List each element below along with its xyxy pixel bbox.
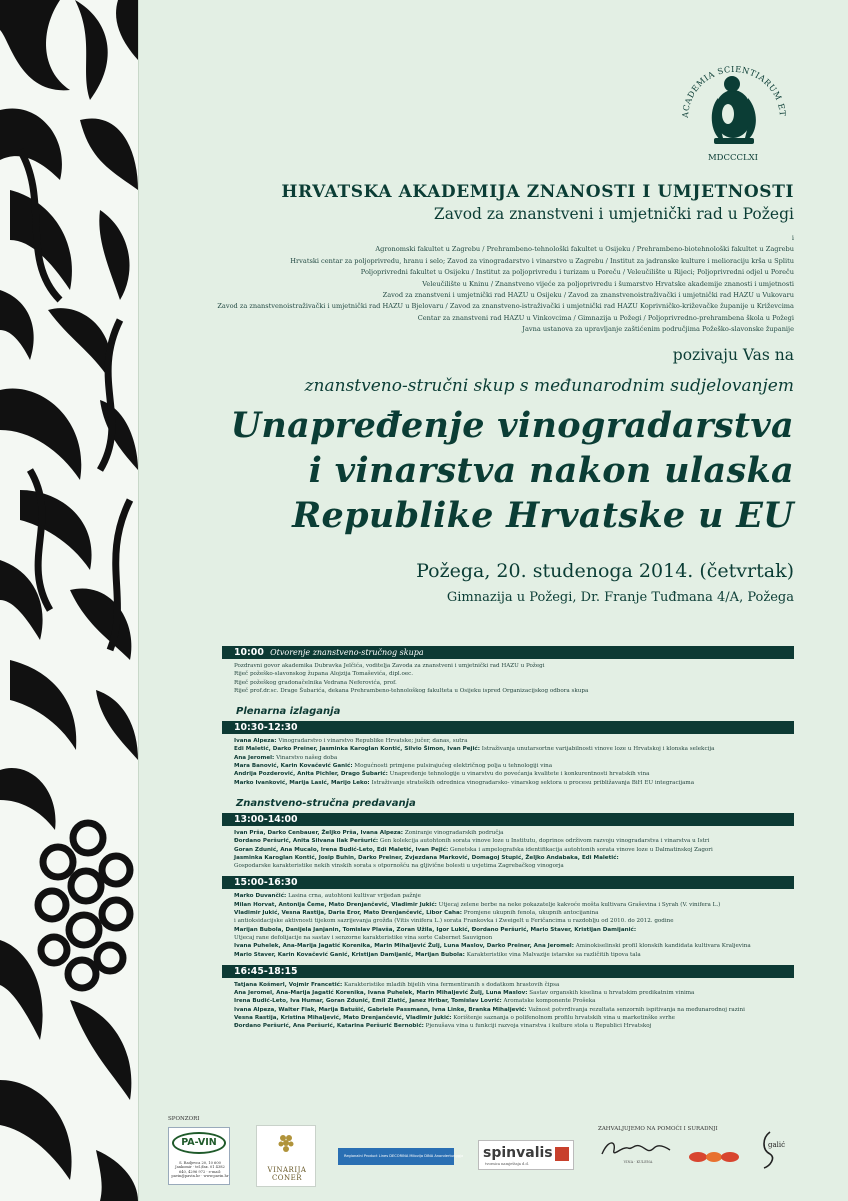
pavin-logo-info: S. Radjevca 20, 10 600 Jankomir · tel./fax. 01 4382 640, 4296 972 · e-mail: pavin@pavin.hr · www.pavin.hr	[171, 1161, 229, 1179]
session-time: 10:00	[234, 647, 264, 658]
session-time: 13:00-14:00	[234, 813, 298, 825]
session-label: Otvorenje znanstveno-stručnog skupa	[270, 648, 424, 657]
seal-year: MDCCCLXI	[707, 153, 759, 163]
entry-title: Pozdravni govor akademika Dubravka Jelčića, voditelja Zavoda za znanstveni i umjetnički rad HAZU u Požegi	[234, 663, 545, 669]
program-entry	[222, 892, 794, 900]
entry-title: Sastav organskih kiselina u hrvatskim predikatnim vinima	[529, 990, 695, 997]
entry-title: Aminokiselinski profil klonskih kandidata kultivara Kraljevina	[575, 943, 751, 950]
program-schedule	[222, 646, 794, 1031]
program-entry	[222, 679, 794, 687]
entry-authors: Goran Zdunić, Ana Mucalo, Irena Budić-Leto, Edi Maletić, Ivan Pejić:	[234, 846, 449, 853]
entry-title: Istraživanja unutarsortne varijabilnosti vinove loze u Hrvatskoj i klonska selekcija	[481, 746, 715, 753]
invitation-text: pozivaju Vas na	[672, 346, 794, 364]
signature-logo-tagline: VINA · KULENA	[623, 1160, 653, 1164]
partner-line: Zavod za znanstveni i umjetnički rad HAZU u Osijeku / Zavod za znanstvenoistraživački i umjetnički rad HAZU u Vukovaru	[382, 291, 794, 300]
entry-authors: Vladimir Jukić, Vesna Rastija, Daria Eror, Mato Drenjančević, Libor Caha:	[234, 910, 462, 917]
partner-line: Centar za znanstveni rad HAZU u Vinkovcima / Gimnazija u Požegi / Poljoprivredno-prehrambena škola u Požegi	[417, 313, 794, 322]
entry-title: Lasina crna, autohtoni kultivar vrijedan pažnje	[288, 893, 421, 900]
session-bar	[222, 813, 794, 826]
event-venue: Gimnazija u Požegi, Dr. Franje Tuđmana 4/A, Požega	[446, 590, 794, 605]
pavin-logo-name: PA-VIN	[172, 1132, 226, 1154]
entry-title: Utjecaj rane defolijacije na sastav i senzorne karakteristike vina sorte Cabernet Sauvignon	[234, 934, 493, 941]
entry-authors: Đordano Peršurić, Anita Silvana Ilak Peršurić:	[234, 838, 379, 845]
session-rows	[222, 981, 794, 1031]
entry-authors: Ivan Prša, Darko Cenbauer, Željko Prša, Ivana Alpeza:	[234, 829, 404, 836]
entry-title: Unapređenje tehnologije u vinarstvu do povećanja kvalitete i konkurentnosti hrvatskih vina	[389, 771, 650, 778]
program-entry	[222, 1022, 794, 1030]
program-entry	[222, 745, 794, 753]
entry-authors: Irena Budić-Leto, Iva Humar, Goran Zdunić, Emil Zlatić, Janez Hribar, Tomislav Lovrić:	[234, 998, 502, 1005]
entry-title: Promjene ukupnih fenola, ukupnih antocijanina	[463, 910, 599, 917]
program-entry	[222, 754, 794, 762]
partners-conjunction: i	[791, 234, 794, 242]
pavin-logo	[168, 1127, 230, 1185]
entry-authors: Marko Duvančić:	[234, 893, 287, 900]
program-entry	[222, 951, 794, 959]
entry-authors: Vesna Rastija, Kristina Mihaljević, Mato Drenjančević, Vladimir Jukić:	[234, 1015, 452, 1022]
program-entry	[222, 1006, 794, 1014]
organization-subtitle: Zavod za znanstveni i umjetnički rad u Požegi	[433, 205, 794, 223]
program-entry	[222, 779, 794, 787]
poster-content	[150, 0, 848, 1201]
partner-line: Hrvatski centar za poljoprivredu, hranu i selo; Zavod za vinogradarstvo i vinarstvo u Zagrebu / Institut za jadranske kulture i melioraciju krša u Splitu	[290, 256, 794, 265]
entry-authors: Marijan Bubola, Danijela Janjanin, Tomislav Plavša, Zoran Užila, Igor Lukić, Đordano Peršurić, Mario Staver, Kristijan Damijanić:	[234, 926, 637, 933]
entry-authors: Jasminka Karoglan Kontić, Josip Buhin, Darko Preiner, Zvjezdana Marković, Domagoj Stupić, Željko Andabaka, Edi Maletić:	[234, 854, 619, 861]
program-entry	[222, 829, 794, 837]
session-rows	[222, 662, 794, 695]
program-entry	[222, 854, 794, 862]
program-entry	[222, 989, 794, 997]
entry-title: Aromatske komponente Prošeka	[503, 998, 596, 1005]
product-lines-logo: Regionalni Product Lines DECORINA Milovija DINA Anondertunggja	[338, 1148, 454, 1165]
program-entry	[222, 1014, 794, 1022]
program-entry	[222, 670, 794, 678]
session-bar-plenary	[222, 721, 794, 734]
program-entry	[222, 909, 794, 917]
session-time: 16:45-18:15	[234, 965, 298, 977]
vinarija-coner-name: VINARIJA CONER	[267, 1166, 307, 1182]
entry-title: Istraživanje strateških odrednica vinogradarsko- vinarskog sektora u procesu približavanja BiH EU integracijama	[371, 779, 695, 786]
spinvalis-tagline: tvornica namještaja d.d.	[485, 1162, 529, 1166]
program-entry	[222, 862, 794, 870]
session-rows	[222, 829, 794, 870]
galic-name: galić	[768, 1141, 786, 1149]
entry-title: Riječ požeško-slavonskog župana Alojzija Tomaševića, dipl.oec.	[234, 671, 414, 678]
partner-line: Agronomski fakultet u Zagrebu / Prehrambeno-tehnološki fakultet u Osijeku / Prehrambeno-biotehnološki fakultet u Zagrebu	[375, 245, 794, 254]
program-entry	[222, 942, 794, 950]
entry-authors: Ana Jeromel, Ana-Marija Jagatić Korenika, Ivana Puhelek, Marin Mihaljević Žulj, Luna Maslov:	[234, 990, 528, 997]
red-brand-logo	[688, 1148, 740, 1160]
program-entry	[222, 934, 794, 942]
spinvalis-name: spinvalis	[483, 1145, 553, 1161]
event-subtitle: znanstveno-stručni skup s međunarodnim sudjelovanjem	[304, 376, 794, 396]
entry-title: Zoniranje vinogradarskih područja	[404, 829, 504, 836]
event-title-line: Republike Hrvatske u EU	[292, 495, 794, 536]
entry-title: Mogućnosti primjene pulsirajućeg električnog polja u tehnologiji vina	[354, 763, 553, 770]
entry-title: Karakteristike vina Malvazije istarske sa različitih tipova tala	[466, 951, 641, 958]
session-bar	[222, 876, 794, 889]
entry-title: Riječ prof.dr.sc. Drage Šubarića, dekana Prehrambeno-tehnološkog fakulteta u Osijeku ispred Organizacijskog odbora skupa	[234, 687, 589, 694]
partner-line: Poljoprivredni fakultet u Osijeku / Institut za poljoprivredu i turizam u Poreču / Veleučilište u Rijeci; Poljoprivredni odjel u Poreču	[360, 268, 794, 277]
entry-title: Genetska i ampelografska identifikacija autohtonih sorata vinove loze u Dalmatinskoj Zagori	[450, 846, 713, 853]
partner-line: Veleučilište u Kninu / Znanstveno vijeće za poljoprivredu i šumarstvo Hrvatske akademije znanosti i umjetnosti	[422, 279, 794, 288]
entry-authors: Andrija Pozderović, Anita Pichler, Drago Šubarić:	[234, 771, 388, 778]
section-heading-plenary: Plenarna izlaganja	[236, 706, 341, 718]
program-entry	[222, 662, 794, 670]
entry-authors: Mario Staver, Karin Kovačević Ganić, Kristijan Damijanić, Marijan Bubola:	[234, 951, 465, 958]
entry-authors: Marko Ivanković, Marija Lasić, Marijo Leko:	[234, 779, 370, 786]
event-date: Požega, 20. studenoga 2014. (četvrtak)	[416, 560, 794, 582]
program-entry	[222, 770, 794, 778]
decorative-grapevine-border	[0, 0, 138, 1201]
entry-title: Riječ požeškog gradonačelnika Vedrana Neferovića, prof.	[234, 679, 397, 686]
entry-authors: Đordano Peršurić, Ana Peršurić, Katarina Peršurić Bernobić:	[234, 1023, 424, 1030]
program-entry	[222, 687, 794, 695]
entry-title: Karakteristike mladih bijelih vina fermentiranih s dodatkom hrastovih čipsa	[343, 981, 560, 988]
partner-line: Zavod za znanstvenoistraživački i umjetnički rad HAZU u Bjelovaru / Zavod za znanstveno-istraživački i umjetnički rad HAZU Koprivničko-križevačke županije u Križevcima	[217, 302, 794, 311]
entry-authors: Ana Jeromel:	[234, 754, 275, 761]
spinvalis-mark-icon	[555, 1147, 569, 1161]
partner-institutions	[134, 233, 794, 336]
entry-title: i antioksidacijske aktivnosti tijekom sazrijevanja grožđa (Vitis vinifera L.) sorata Frankovka i Zweigelt u Feričancima u razdoblju od 2010. do 2012. godine	[234, 918, 674, 925]
signature-script-icon	[598, 1138, 678, 1160]
seal-circular-text: ACADEMIA SCIENTIARUM ET	[679, 63, 789, 119]
sponsors-label: SPONZORI	[168, 1116, 200, 1122]
program-entry	[222, 901, 794, 909]
program-entry	[222, 737, 794, 745]
entry-title: Gen kolekcija autohtonih sorata vinove loze u Institutu, doprinos održivom razvoju vinogradarstva i vinarstva u Istri	[379, 838, 710, 845]
academy-seal-icon	[668, 40, 798, 172]
entry-title: Utjecaj zelene berbe na neke pokazatelje kakvoće mošta kultivara Graševina i Syrah (V. vinifera L.)	[438, 901, 721, 908]
grape-icon	[277, 1132, 297, 1154]
program-entry	[222, 926, 794, 934]
entry-title: Vinogradarstvo i vinarstvo Republike Hrvatske; jučer, danas, sutra	[278, 738, 468, 745]
program-entry	[222, 837, 794, 845]
session-rows	[222, 737, 794, 787]
organization-title: HRVATSKA AKADEMIJA ZNANOSTI I UMJETNOSTI	[281, 182, 794, 202]
session-rows	[222, 892, 794, 958]
program-entry	[222, 846, 794, 854]
event-title-line: Unapređenje vinogradarstva	[230, 405, 794, 446]
left-border-rule	[138, 0, 139, 1201]
session-bar	[222, 965, 794, 978]
event-title-line: i vinarstva nakon ulaska	[308, 450, 794, 491]
spinvalis-logo	[478, 1140, 574, 1170]
entry-authors: Mara Banović, Karin Kovačević Ganić:	[234, 763, 353, 770]
vinarija-coner-logo	[256, 1125, 316, 1187]
session-bar-opening	[222, 646, 794, 659]
entry-title: Važnost potvrđivanja rezultata senzornih ispitivanja na međunarodnoj razini	[528, 1006, 745, 1013]
session-time: 15:00-16:30	[234, 877, 298, 889]
section-heading-professional: Znanstveno-stručna predavanja	[236, 797, 416, 809]
entry-authors: Milan Horvat, Antonija Čeme, Mato Drenjančević, Vladimir Jukić:	[234, 901, 437, 908]
entry-title: Vinarstvo našeg doba	[276, 754, 338, 761]
entry-authors: Edi Maletić, Darko Preiner, Jasminka Karoglan Kontić, Silvio Šimon, Ivan Pejić:	[234, 746, 480, 753]
entry-title: Pjenušava vina u funkciji razvoja vinarstva i kulture stola u Republici Hrvatskoj	[425, 1023, 652, 1030]
program-entry	[222, 981, 794, 989]
entry-authors: Ivana Alpeza:	[234, 738, 277, 745]
program-entry	[222, 762, 794, 770]
partner-line: Javna ustanova za upravljanje zaštićenim područjima Požeško-slavonske županije	[522, 325, 794, 334]
thanks-label: ZAHVALJUJEMO NA POMOĆI I SURADNJI	[598, 1126, 718, 1132]
galic-mark-icon	[758, 1128, 798, 1172]
program-entry	[222, 917, 794, 925]
entry-authors: Ivana Puhelek, Ana-Marija Jagatić Korenika, Marin Mihaljević Žulj, Luna Maslov, Darko Preiner, Ana Jeromel:	[234, 943, 574, 950]
galic-logo	[758, 1128, 798, 1172]
signature-logo	[598, 1138, 678, 1168]
entry-authors: Tatjana Košmerl, Vojmir Francetić:	[234, 981, 343, 988]
entry-title: Gospodarske karakteristike nekih vinskih sorata s otpornošću na gljivične bolesti u uvjetima Zagrebačkog vinogorja	[234, 863, 564, 870]
entry-authors: Ivana Alpeza, Walter Flak, Marija Batušić, Gabriele Passmann, Ivna Linke, Branka Mihaljević:	[234, 1006, 527, 1013]
entry-title: Korištenje saznanja o polifenolnom profilu hrvatskih vina u marketinške svrhe	[453, 1015, 675, 1022]
session-time: 10:30-12:30	[234, 722, 298, 734]
event-title	[154, 403, 794, 538]
program-entry	[222, 997, 794, 1005]
